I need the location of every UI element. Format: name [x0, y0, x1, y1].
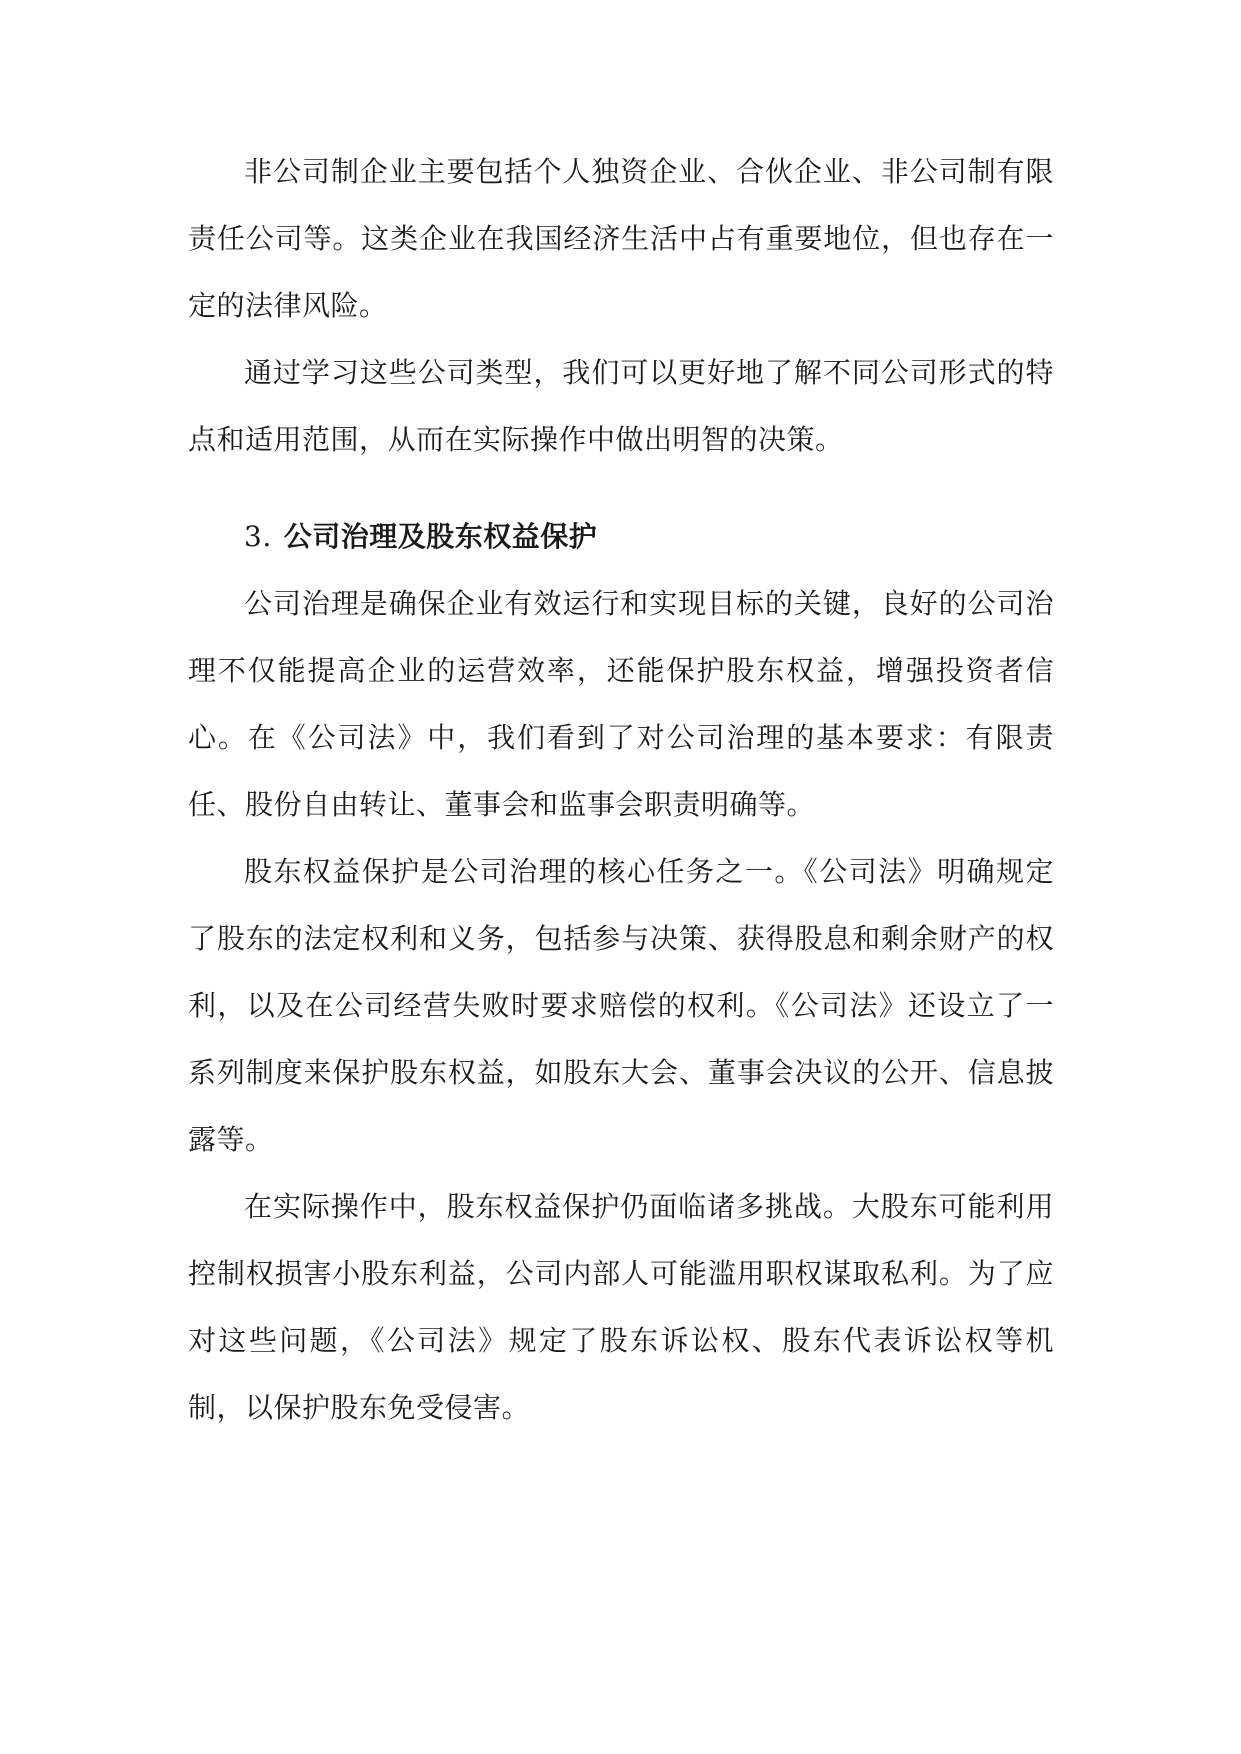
paragraph: 公司治理是确保企业有效运行和实现目标的关键，良好的公司治理不仅能提高企业的运营效率，还能保护股东权益，增强投资者信心。在《公司法》中，我们看到了对公司治理的基本要求：有限责任、股份自由转让、董事会和监事会职责明确等。 — [188, 587, 1054, 821]
paragraph: 股东权益保护是公司治理的核心任务之一。《公司法》明确规定了股东的法定权利和义务，包括参与决策、获得股息和剩余财产的权利，以及在公司经营失败时要求赔偿的权利。《公司法》还设立了一系列制度来保护股东权益，如股东大会、董事会决议的公开、信息披露等。 — [188, 855, 1054, 1156]
section-heading — [188, 503, 1054, 570]
spacer — [188, 473, 1054, 503]
paragraph: 在实际操作中，股东权益保护仍面临诸多挑战。大股东可能利用控制权损害小股东利益，公司内部人可能滥用职权谋取私利。为了应对这些问题，《公司法》规定了股东诉讼权、股东代表诉讼权等机制，以保护股东免受侵害。 — [188, 1190, 1054, 1424]
paragraph: 通过学习这些公司类型，我们可以更好地了解不同公司形式的特点和适用范围，从而在实际操作中做出明智的决策。 — [188, 356, 1054, 456]
document-page — [188, 138, 1054, 1441]
paragraph: 非公司制企业主要包括个人独资企业、合伙企业、非公司制有限责任公司等。这类企业在我国经济生活中占有重要地位，但也存在一定的法律风险。 — [188, 155, 1054, 322]
section-title: 公司治理及股东权益保护 — [283, 520, 598, 553]
section-number: 3. — [244, 520, 272, 553]
